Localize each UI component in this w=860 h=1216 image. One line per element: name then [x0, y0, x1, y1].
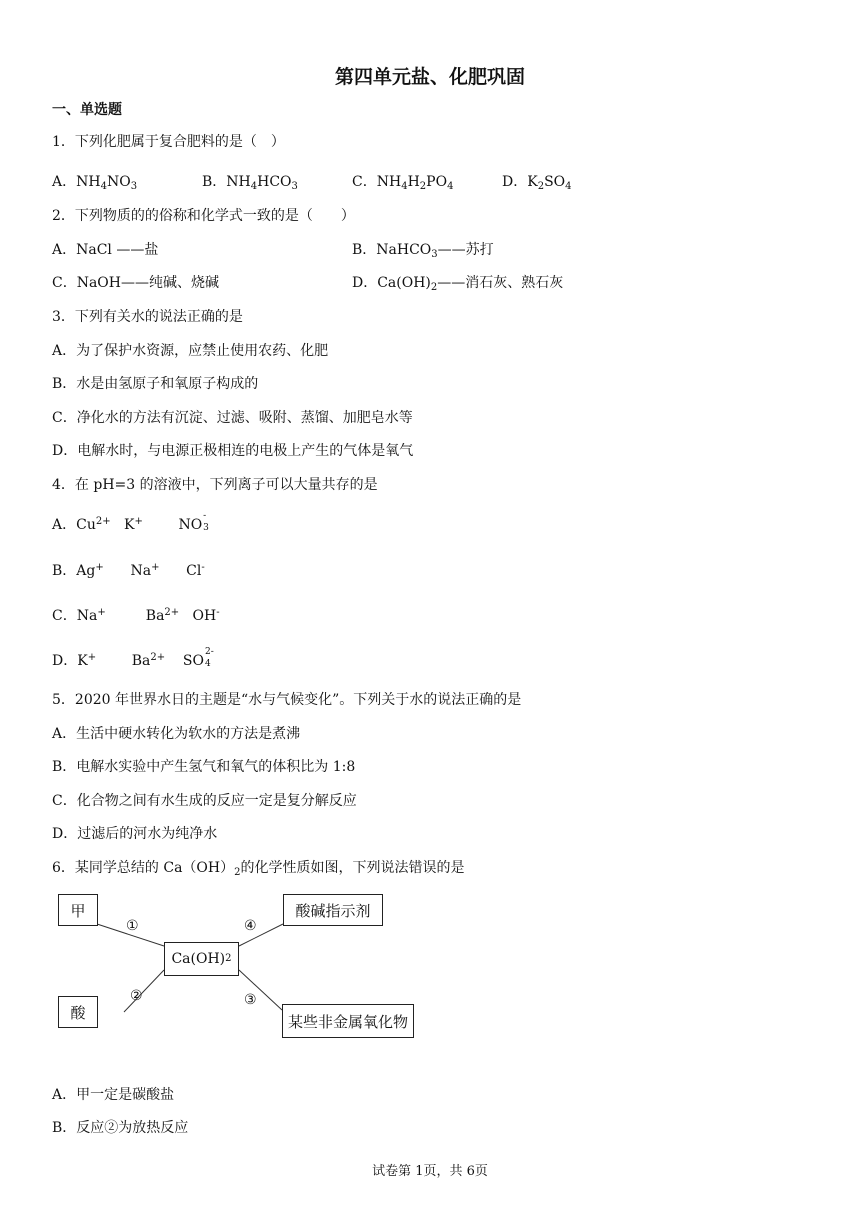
label-reaction-4: ④	[244, 918, 257, 934]
caoh2-property-diagram	[52, 888, 432, 1048]
q4-option-c[interactable]: C．Na+ $Ba^{2+}$ OH-	[52, 607, 220, 624]
q6-option-b[interactable]: B．反应②为放热反应	[52, 1120, 189, 1136]
q5-option-a[interactable]: A．生活中硬水转化为软水的方法是煮沸	[52, 726, 301, 742]
question-5-stem: 5．2020 年世界水日的主题是“水与气候变化”。下列关于水的说法正确的是	[52, 692, 522, 708]
question-1-stem: 1．下列化肥属于复合肥料的是（ ）	[52, 134, 285, 150]
q2-option-a[interactable]: A．NaCl ——盐	[52, 242, 159, 258]
question-2-stem: 2．下列物质的的俗称和化学式一致的是（ ）	[52, 208, 355, 224]
q1-option-a[interactable]: A．$NH_4NO_3$	[52, 174, 138, 192]
q3-option-b[interactable]: B．水是由氢原子和氧原子构成的	[52, 376, 259, 392]
q5-option-b[interactable]: B．电解水实验中产生氢气和氧气的体积比为 1:8	[52, 759, 356, 775]
question-4-stem: 4．在 pH=3 的溶液中，下列离子可以大量共存的是	[52, 477, 378, 493]
page-title: 第四单元盐、化肥巩固	[334, 66, 525, 88]
q4-option-a[interactable]: A．$Cu^{2+}$ K+ NO - 3	[52, 511, 209, 533]
q6-option-a[interactable]: A．甲一定是碳酸盐	[52, 1087, 175, 1103]
q3-option-d[interactable]: D．电解水时，与电源正极相连的电极上产生的气体是氧气	[52, 443, 414, 459]
q5-option-c[interactable]: C．化合物之间有水生成的反应一定是复分解反应	[52, 793, 357, 809]
page-footer: 试卷第 1页，共 6页	[372, 1164, 488, 1179]
box-indicator: 酸碱指示剂	[283, 894, 383, 926]
q1-option-c[interactable]: C．$NH_4H_2PO_4$	[352, 174, 454, 192]
label-reaction-1: ①	[126, 918, 139, 934]
q3-option-c[interactable]: C．净化水的方法有沉淀、过滤、吸附、蒸馏、加肥皂水等	[52, 410, 413, 426]
q2-option-b[interactable]: B．NaHCO$_3$——苏打	[352, 242, 494, 260]
box-caoh2: Ca(OH) 2	[164, 942, 239, 976]
label-reaction-3: ③	[244, 992, 257, 1008]
q3-option-a[interactable]: A．为了保护水资源，应禁止使用农药、化肥	[52, 343, 329, 359]
section-heading: 一、单选题	[52, 102, 122, 118]
question-6-stem: 6．某同学总结的 $Ca(OH)_2$的化学性质如图，下列说法错误的是	[52, 860, 465, 878]
q4-option-d[interactable]: D．K+ $Ba^{2+}$ SO 2- 4	[52, 647, 214, 669]
box-jia: 甲	[58, 894, 98, 926]
label-reaction-2: ②	[130, 988, 143, 1004]
q1-option-b[interactable]: B．$NH_4HCO_3$	[202, 174, 298, 192]
q4-option-b[interactable]: B．Ag+ Na+ Cl-	[52, 562, 205, 579]
q5-option-d[interactable]: D．过滤后的河水为纯净水	[52, 826, 218, 842]
box-nonmetal-oxide: 某些非金属氧化物	[282, 1004, 414, 1038]
question-3-stem: 3．下列有关水的说法正确的是	[52, 309, 243, 325]
q2-option-d[interactable]: D．$Ca(OH)_2——$消石灰、熟石灰	[352, 275, 564, 293]
box-acid: 酸	[58, 996, 98, 1028]
q2-option-c[interactable]: C．NaOH——纯碱、烧碱	[52, 275, 219, 291]
q1-option-d[interactable]: D．$K_2SO_4$	[502, 174, 572, 192]
